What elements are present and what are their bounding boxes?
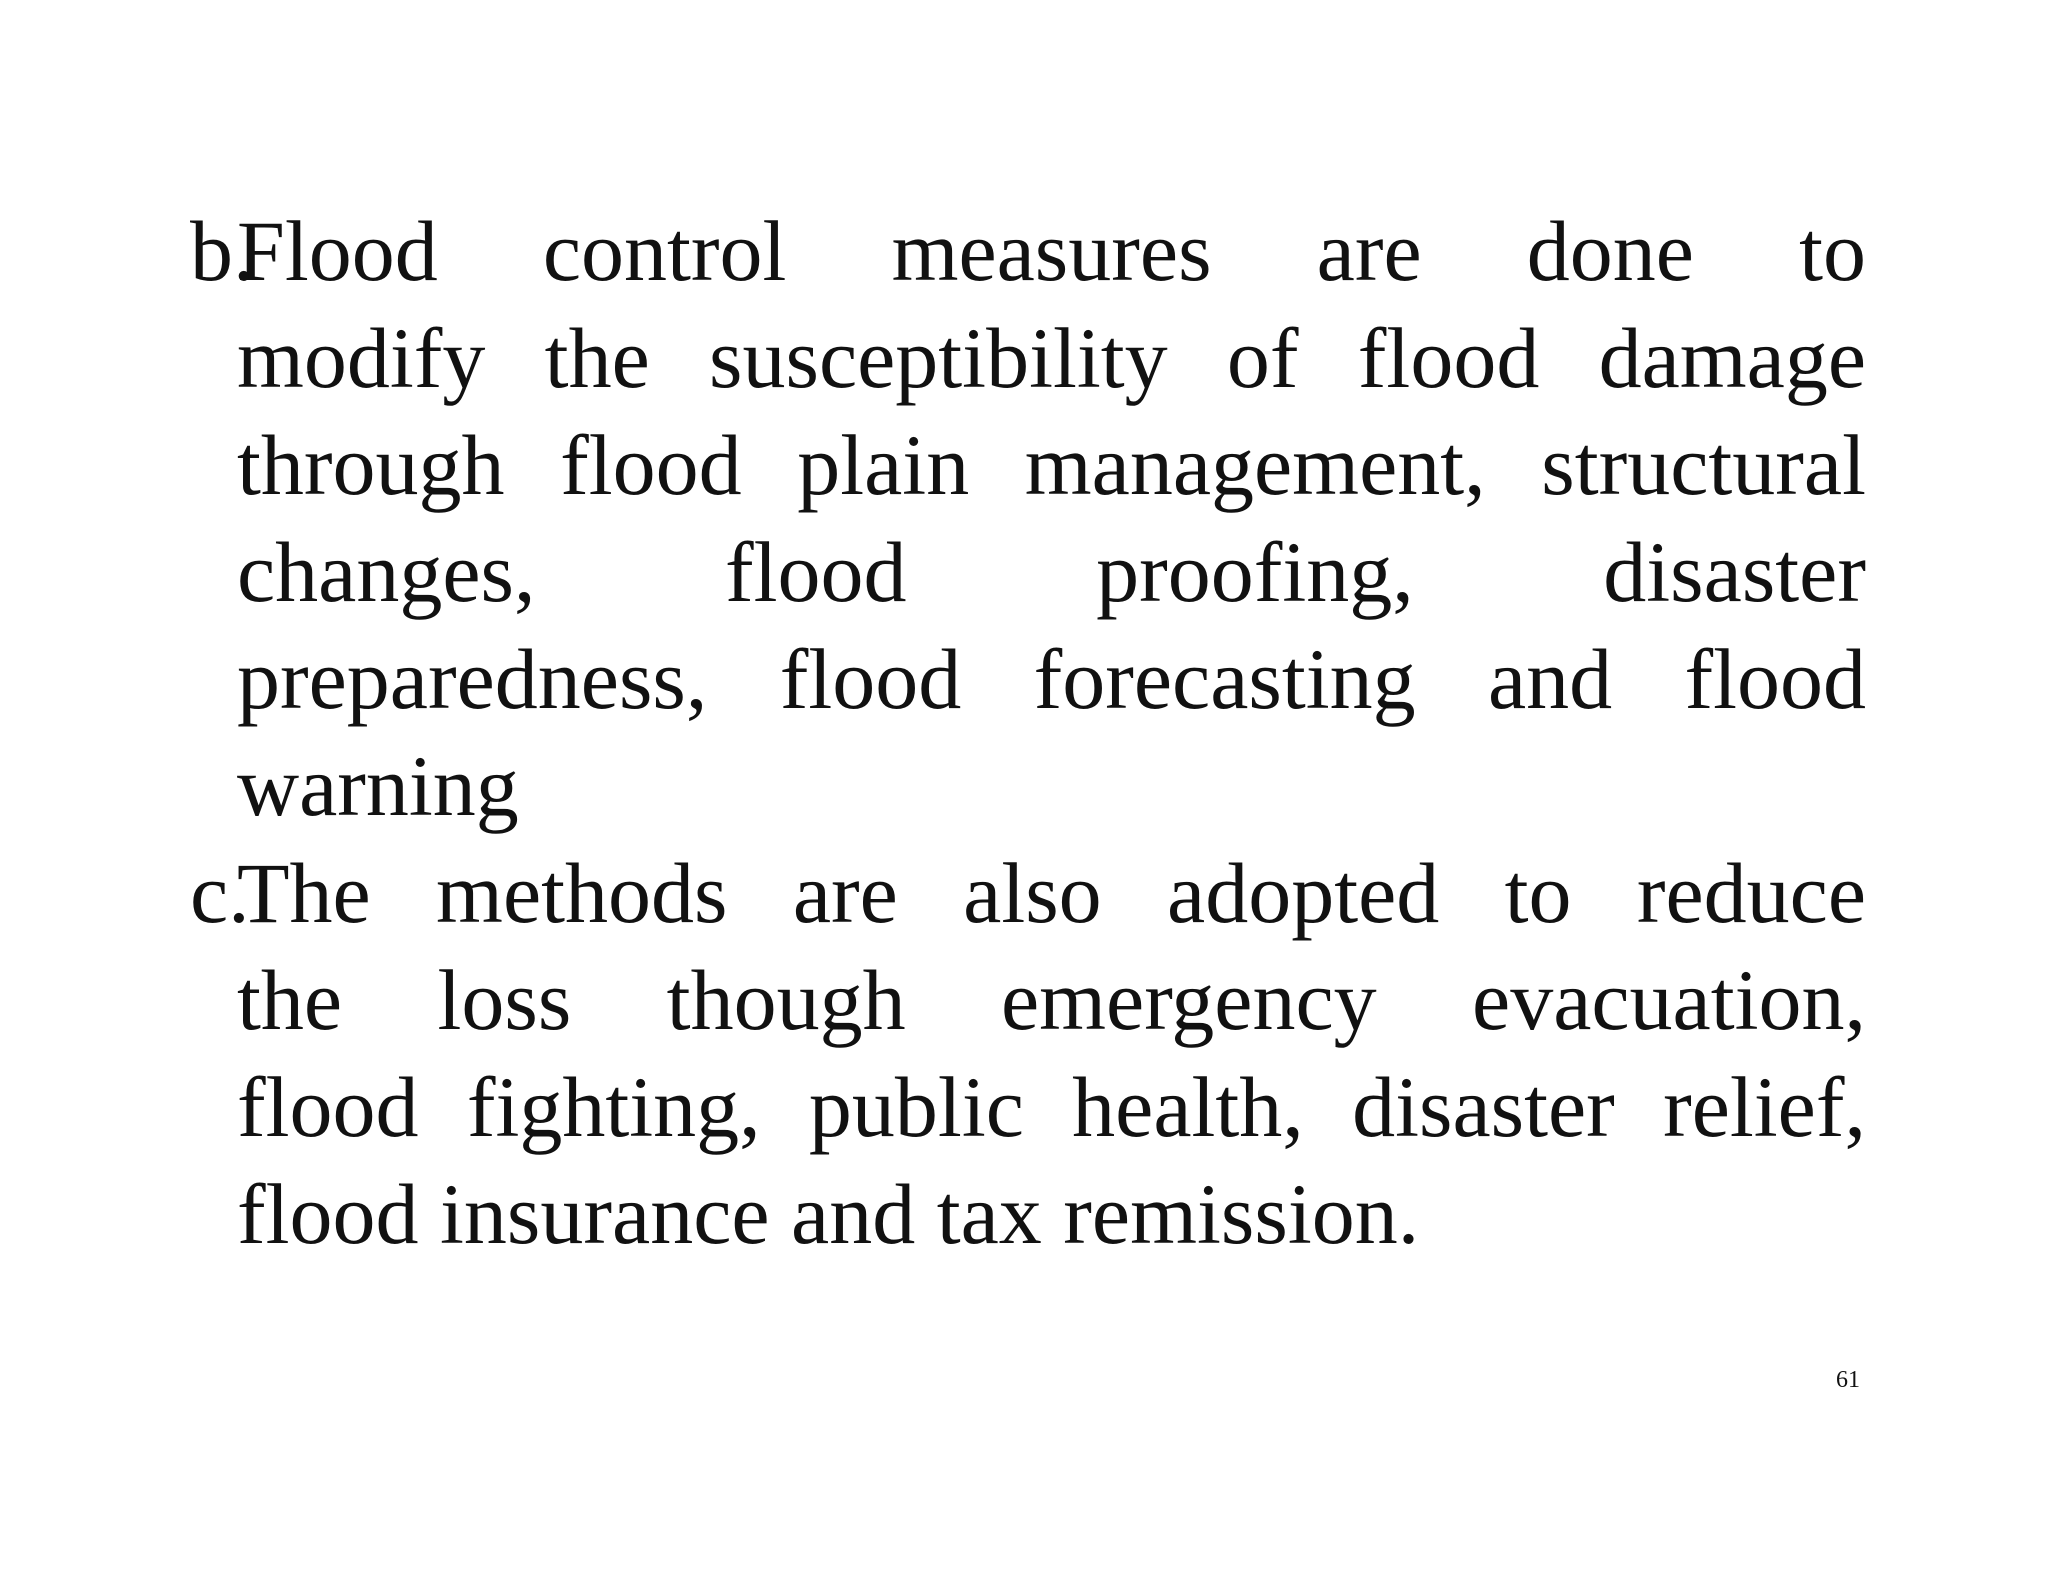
text-line: flood fighting, public health, disaster relief, [237, 1059, 1866, 1155]
text-line: through flood plain management, structural [237, 417, 1866, 513]
page-number: 61 [1836, 1367, 1860, 1393]
text-line: preparedness, flood forecasting and flood [237, 631, 1866, 727]
text-line: modify the susceptibility of flood damage [237, 310, 1866, 406]
text-line: Flood control measures are done to [237, 203, 1866, 299]
list-marker: c. [190, 845, 250, 941]
list-marker: b. [190, 203, 255, 299]
text-line: the loss though emergency evacuation, [237, 952, 1866, 1048]
text-line: changes, flood proofing, disaster [237, 524, 1866, 620]
list-item-b [190, 198, 1866, 840]
text-line: The methods are also adopted to reduce [237, 845, 1866, 941]
list-item-c [190, 840, 1866, 1268]
text-line: warning [237, 738, 519, 834]
bullet-list [190, 198, 1866, 1268]
text-line: flood insurance and tax remission. [237, 1166, 1420, 1262]
